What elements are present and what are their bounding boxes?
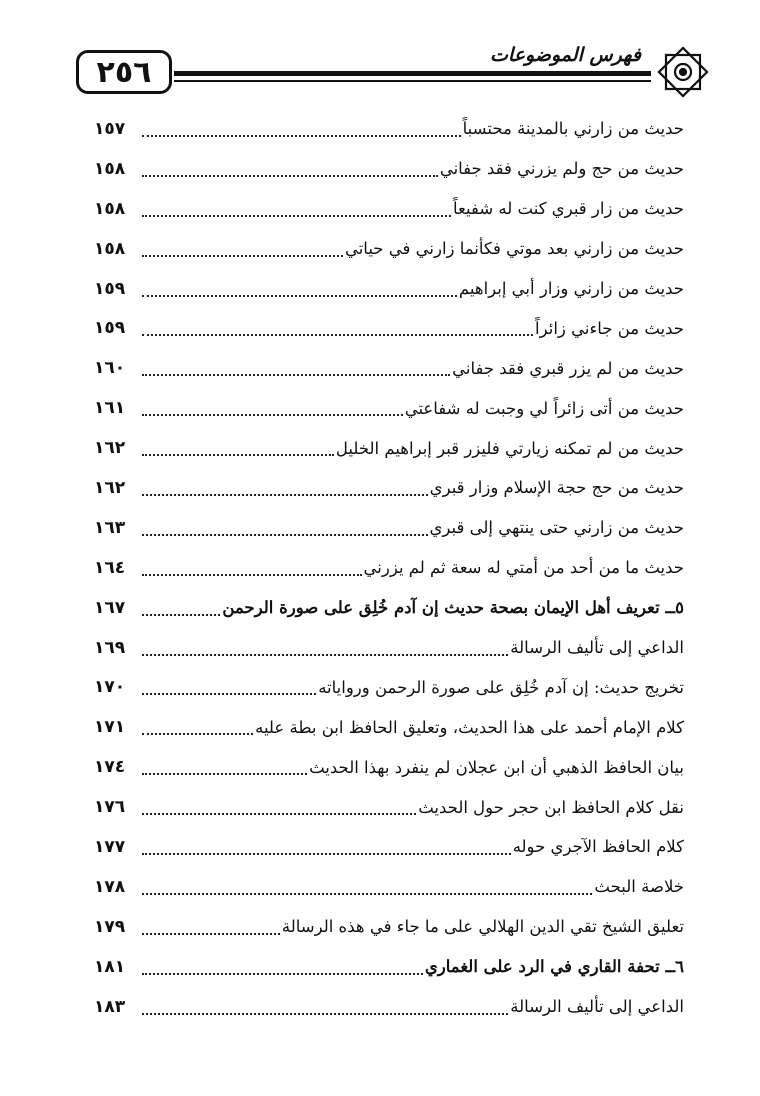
octagram-ornament-icon <box>655 46 711 98</box>
toc-leader-dots <box>142 295 457 297</box>
toc-leader-dots <box>142 893 592 895</box>
toc-entry-title: حديث ما من أحد من أمتي له سعة ثم لم يزرني <box>363 558 684 578</box>
toc-entry <box>94 827 684 867</box>
toc-entry-title: حديث من زارني وزار أبي إبراهيم <box>458 279 684 298</box>
toc-entry <box>94 947 684 987</box>
toc-entry-title: حديث من جاءني زائراً <box>535 318 684 338</box>
toc-entry-title: كلام الحافظ الآجري حوله <box>512 837 684 857</box>
header-rule-thin <box>174 80 651 82</box>
toc-entry <box>94 388 684 428</box>
toc-entry-title: كلام الإمام أحمد على هذا الحديث، وتعليق الحافظ ابن بطة عليه <box>255 717 684 737</box>
toc-entry-page: ١٥٩ <box>94 278 126 299</box>
toc-entry <box>94 269 684 309</box>
toc-entry <box>94 468 684 508</box>
toc-entry-title: بيان الحافظ الذهبي أن ابن عجلان لم ينفرد بهذا الحديث <box>309 757 684 777</box>
toc-entry-title: الداعي إلى تأليف الرسالة <box>510 997 684 1017</box>
toc-entry-page: ١٥٩ <box>94 318 126 339</box>
toc-leader-dots <box>142 574 362 576</box>
toc-entry-title: حديث من لم يزر قبري فقد جفاني <box>452 358 684 378</box>
toc-leader-dots <box>142 374 450 376</box>
toc-entry <box>94 628 684 668</box>
toc-entry-title: حديث من زارني حتى ينتهي إلى قبري <box>429 518 684 538</box>
toc-entry-title: حديث من زارني بعد موتي فكأنما زارني في حياتي <box>344 239 684 259</box>
toc-entry <box>94 987 684 1027</box>
toc-entry <box>94 189 684 229</box>
toc-entry-title: تخريج حديث: إن آدم خُلِق على صورة الرحمن ورواياته <box>318 677 684 697</box>
toc-entry-page: ١٦٤ <box>94 557 126 578</box>
toc-entry-title: ٦ــ تحفة القاري في الرد على الغماري <box>424 957 684 977</box>
toc-leader-dots <box>142 733 253 735</box>
toc-entry <box>94 667 684 707</box>
toc-leader-dots <box>142 973 423 975</box>
toc-entry-title: حديث من حج ولم يزرني فقد جفاني <box>439 159 684 179</box>
toc-leader-dots <box>142 693 316 695</box>
toc-entry <box>94 548 684 588</box>
toc-entry <box>94 867 684 907</box>
toc-leader-dots <box>142 255 343 257</box>
toc-entry-title: تعليق الشيخ تقي الدين الهلالي على ما جاء في هذه الرسالة <box>281 917 684 937</box>
toc-leader-dots <box>142 654 508 656</box>
toc-entry-page: ١٧٤ <box>94 757 126 778</box>
table-of-contents <box>94 109 684 1026</box>
toc-entry <box>94 787 684 827</box>
toc-entry-title: حديث من أتى زائراً لي وجبت له شفاعتي <box>404 398 684 418</box>
toc-entry-page: ١٨١ <box>94 956 126 977</box>
toc-leader-dots <box>142 614 220 616</box>
toc-entry <box>94 588 684 628</box>
toc-leader-dots <box>142 215 451 217</box>
toc-entry-title: حديث من زارني بالمدينة محتسباً <box>462 119 684 139</box>
header-rule-thick <box>174 71 651 76</box>
toc-entry <box>94 747 684 787</box>
toc-entry-title: ٥ــ تعريف أهل الإيمان بصحة حديث إن آدم خُلِق على صورة الرحمن <box>222 598 684 618</box>
toc-leader-dots <box>142 853 511 855</box>
toc-leader-dots <box>142 933 280 935</box>
toc-leader-dots <box>142 135 461 137</box>
toc-entry-page: ١٥٨ <box>94 158 126 179</box>
toc-entry <box>94 508 684 548</box>
toc-leader-dots <box>142 414 403 416</box>
header-title: فهرس الموضوعات <box>482 44 649 66</box>
toc-entry-page: ١٦٣ <box>94 517 126 538</box>
toc-leader-dots <box>142 494 428 496</box>
toc-entry <box>94 707 684 747</box>
toc-entry <box>94 149 684 189</box>
toc-entry-page: ١٦٧ <box>94 597 126 618</box>
toc-entry-title: حديث من لم تمكنه زيارتي فليزر قبر إبراهيم الخليل <box>335 438 684 458</box>
toc-entry-page: ١٧٠ <box>94 677 126 698</box>
toc-entry-page: ١٥٨ <box>94 238 126 259</box>
page-number: ٢٥٦ <box>76 50 172 94</box>
toc-entry-title: خلاصة البحث <box>594 877 684 897</box>
toc-entry <box>94 109 684 149</box>
toc-leader-dots <box>142 534 428 536</box>
toc-entry-page: ١٦٢ <box>94 438 126 459</box>
toc-entry <box>94 428 684 468</box>
toc-entry-title: الداعي إلى تأليف الرسالة <box>510 638 684 658</box>
toc-entry-title: حديث من زار قبري كنت له شفيعاً <box>453 199 684 219</box>
toc-leader-dots <box>142 1013 508 1015</box>
toc-leader-dots <box>142 813 416 815</box>
toc-leader-dots <box>142 454 334 456</box>
toc-entry-page: ١٦٢ <box>94 477 126 498</box>
toc-entry-page: ١٧٩ <box>94 916 126 937</box>
toc-entry <box>94 308 684 348</box>
toc-entry-page: ١٥٧ <box>94 118 126 139</box>
toc-entry-page: ١٦٩ <box>94 637 126 658</box>
toc-entry-page: ١٥٨ <box>94 198 126 219</box>
toc-leader-dots <box>142 773 307 775</box>
toc-entry-page: ١٧٧ <box>94 836 126 857</box>
toc-entry-page: ١٧٨ <box>94 876 126 897</box>
toc-entry-page: ١٦٠ <box>94 358 126 379</box>
toc-entry-page: ١٨٣ <box>94 996 126 1017</box>
toc-entry-page: ١٧١ <box>94 717 126 738</box>
toc-entry <box>94 348 684 388</box>
toc-entry-title: حديث من حج حجة الإسلام وزار قبري <box>429 478 684 498</box>
toc-entry-page: ١٧٦ <box>94 797 126 818</box>
toc-entry <box>94 229 684 269</box>
toc-entry <box>94 907 684 947</box>
toc-entry-page: ١٦١ <box>94 398 126 419</box>
page-header <box>76 40 711 98</box>
toc-leader-dots <box>142 334 533 336</box>
toc-leader-dots <box>142 175 438 177</box>
toc-entry-title: نقل كلام الحافظ ابن حجر حول الحديث <box>418 797 684 817</box>
